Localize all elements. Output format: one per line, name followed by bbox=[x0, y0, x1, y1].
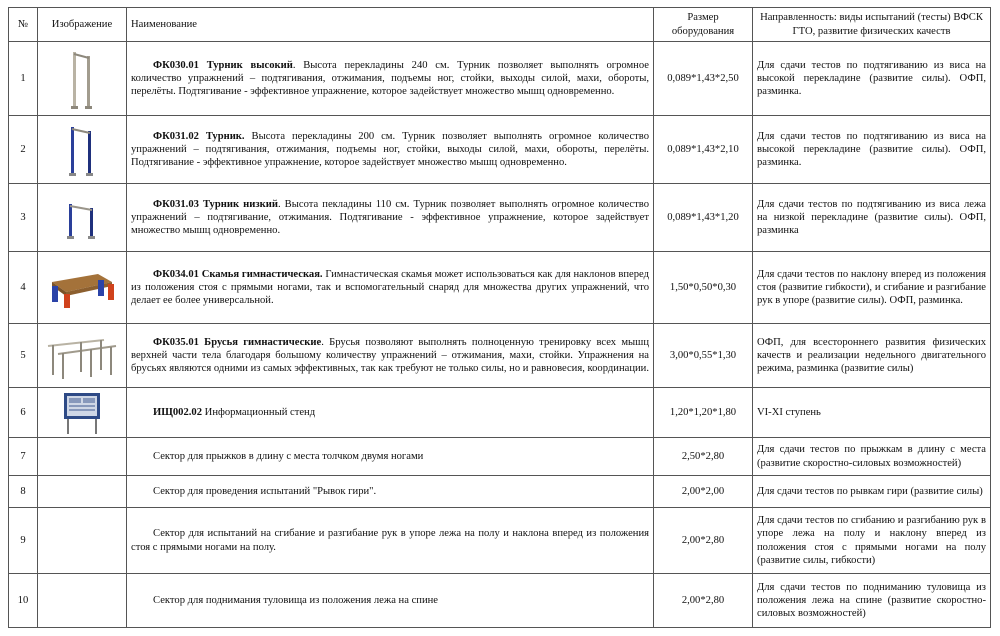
header-size: Размер оборудования bbox=[654, 8, 753, 42]
item-description: Информационный стенд bbox=[202, 406, 316, 418]
info-stand-icon bbox=[58, 390, 106, 436]
item-description: Сектор для поднимания туловища из положения лежа на спине bbox=[153, 594, 438, 606]
row-name bbox=[127, 508, 654, 574]
equipment-table bbox=[8, 7, 991, 628]
row-size: 1,50*0,50*0,30 bbox=[654, 252, 753, 324]
table-row bbox=[9, 42, 991, 116]
table-row bbox=[9, 324, 991, 388]
row-size: 0,089*1,43*2,10 bbox=[654, 116, 753, 184]
row-tests: Для сдачи тестов по рывкам гири (развитие силы) bbox=[753, 476, 991, 508]
row-name bbox=[127, 388, 654, 438]
item-code: ФК030.01 Турник высокий bbox=[153, 59, 293, 71]
table-row bbox=[9, 252, 991, 324]
row-size: 1,20*1,20*1,80 bbox=[654, 388, 753, 438]
row-name bbox=[127, 116, 654, 184]
table-row bbox=[9, 476, 991, 508]
row-size: 2,00*2,00 bbox=[654, 476, 753, 508]
table-row bbox=[9, 574, 991, 628]
item-code: ФК034.01 Скамья гимнастическая. bbox=[153, 268, 323, 280]
table-row bbox=[9, 116, 991, 184]
table-row bbox=[9, 508, 991, 574]
item-description: Сектор для проведения испытаний "Рывок гири". bbox=[153, 485, 377, 497]
row-num: 9 bbox=[9, 508, 38, 574]
row-num: 6 bbox=[9, 388, 38, 438]
row-image bbox=[38, 508, 127, 574]
row-num: 10 bbox=[9, 574, 38, 628]
row-tests: VI-XI ступень bbox=[753, 388, 991, 438]
pullup-bar-icon bbox=[62, 121, 102, 179]
row-size: 2,00*2,80 bbox=[654, 508, 753, 574]
item-description: Высота перекладины 200 см. Турник позволяет выполнять огромное количество упражнений – подтягивания, отжимания, подъемы ног, стойки, выходы силой, махи, обороты, перелёты. Подтягивание - эффективное упражнение, которое задействует множество мышц одновременно. bbox=[131, 130, 650, 169]
row-image bbox=[38, 438, 127, 476]
gym-bench-icon bbox=[46, 266, 118, 310]
item-description: . Брусья позволяют выполнять полноценную тренировку всех мышц верхней части тела благодаря большому количеству упражнений – отжимания, махи, стойки. Упражнения на брусьях являются одними из самых эффективных, так как требуют не только силы, но и равновесия, координации. bbox=[131, 336, 649, 375]
row-image bbox=[38, 476, 127, 508]
item-description: . Высота пекладины 110 см. Турник позволяет выполнять огромное количество упражнений – подтягивание, отжимания. Подтягивание - эффективное упражнение, которое задействует множество мышц одновременно. bbox=[131, 198, 649, 237]
row-num: 8 bbox=[9, 476, 38, 508]
item-description: . Высота перекладины 240 см. Турник позволяет выполнять огромное количество упражнений – подтягивания, отжимания, подъемы ног, стойки, выходы силой, махи, обороты, перелёты. Подтягивание - эффективное упражнение, которое задействует множество мышц одновременно. bbox=[131, 59, 649, 98]
header-tests: Направленность: виды испытаний (тесты) ВФСК ГТО, развитие физических качеств bbox=[753, 8, 991, 42]
header-name: Наименование bbox=[127, 8, 654, 42]
row-name bbox=[127, 438, 654, 476]
table-row bbox=[9, 184, 991, 252]
item-description: Сектор для прыжков в длину с места толчком двумя ногами bbox=[153, 450, 424, 462]
row-name bbox=[127, 476, 654, 508]
row-num: 5 bbox=[9, 324, 38, 388]
header-num: № bbox=[9, 8, 38, 42]
row-name bbox=[127, 574, 654, 628]
item-description: Сектор для испытаний на сгибание и разгибание рук в упоре лежа на полу и наклона вперед из положения стоя с прямыми ногами на полу. bbox=[131, 528, 649, 553]
low-pullup-bar-icon bbox=[59, 194, 105, 242]
row-image bbox=[38, 184, 127, 252]
row-num: 1 bbox=[9, 42, 38, 116]
row-name bbox=[127, 252, 654, 324]
row-image bbox=[38, 324, 127, 388]
row-size: 0,089*1,43*2,50 bbox=[654, 42, 753, 116]
row-name bbox=[127, 324, 654, 388]
row-tests: ОФП, для всестороннего развития физических качеств и реализации недельного двигательного режима, разминка (развитие силы) bbox=[753, 324, 991, 388]
row-num: 4 bbox=[9, 252, 38, 324]
row-tests: Для сдачи тестов по сгибанию и разгибанию рук в упоре лежа на полу и наклону вперед из положения стоя с прямыми ногами на полу (развитие силы, гибкости) bbox=[753, 508, 991, 574]
header-image: Изображение bbox=[38, 8, 127, 42]
row-tests: Для сдачи тестов по подтягиванию из виса на высокой перекладине (развитие силы). ОФП, разминка. bbox=[753, 42, 991, 116]
row-tests: Для сдачи тестов по подниманию туловища из положения лежа на спине (развитие скоростно-силовых возможностей) bbox=[753, 574, 991, 628]
row-size: 0,089*1,43*1,20 bbox=[654, 184, 753, 252]
row-size: 3,00*0,55*1,30 bbox=[654, 324, 753, 388]
item-code: ИЩ002.02 bbox=[153, 406, 203, 418]
item-description: Гимнастическая скамья может использоваться как для наклонов вперед из положения стоя с прямыми ногами, так и вспомогательный снаряд для множества других упражнений, что делает ее более универсальной. bbox=[131, 268, 649, 307]
row-name bbox=[127, 184, 654, 252]
row-tests: Для сдачи тестов по наклону вперед из положения стоя (развитие гибкости), и сгибание и разгибание рук в упоре (развитие силы). ОФП, разминка. bbox=[753, 252, 991, 324]
high-pullup-bar-icon bbox=[62, 48, 102, 110]
row-tests: Для сдачи тестов по подтягиванию из виса лежа на низкой перекладине (развитие силы). ОФП, разминка bbox=[753, 184, 991, 252]
row-num: 7 bbox=[9, 438, 38, 476]
row-image bbox=[38, 388, 127, 438]
row-size: 2,00*2,80 bbox=[654, 574, 753, 628]
row-image bbox=[38, 42, 127, 116]
item-code: ФК031.03 Турник низкий bbox=[153, 198, 278, 210]
table-row bbox=[9, 438, 991, 476]
row-num: 3 bbox=[9, 184, 38, 252]
row-tests: Для сдачи тестов по подтягиванию из виса на высокой перекладине (развитие силы). ОФП, разминка. bbox=[753, 116, 991, 184]
parallel-bars-icon bbox=[44, 332, 120, 380]
row-image bbox=[38, 252, 127, 324]
row-tests: Для сдачи тестов по прыжкам в длину с места (развитие скоростно-силовых возможностей) bbox=[753, 438, 991, 476]
item-code: ФК031.02 Турник. bbox=[153, 130, 245, 142]
row-size: 2,50*2,80 bbox=[654, 438, 753, 476]
row-name bbox=[127, 42, 654, 116]
row-image bbox=[38, 116, 127, 184]
item-code: ФК035.01 Брусья гимнастические bbox=[153, 336, 322, 348]
table-header-row bbox=[9, 8, 991, 42]
table-row bbox=[9, 388, 991, 438]
row-num: 2 bbox=[9, 116, 38, 184]
row-image bbox=[38, 574, 127, 628]
